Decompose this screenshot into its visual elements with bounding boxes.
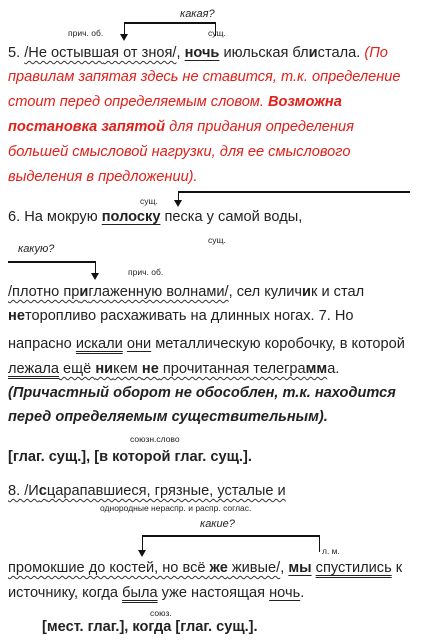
arrow-line-top — [178, 191, 410, 193]
s5-line-5: большей смысловой нагрузки, для ее смыслового — [8, 144, 351, 160]
question-label: какая? — [180, 8, 215, 20]
label-sush: сущ. — [208, 28, 226, 38]
scheme-8: [мест. глаг.], когда [глаг. сущ.]. — [42, 619, 258, 635]
arrow-stem-right — [215, 22, 216, 36]
s7-line-1: напрасно искали они металлическую коробочку, в которой — [8, 336, 405, 352]
arrow-head-mid — [91, 273, 99, 280]
s5-line-6: выделения в предложении). — [8, 169, 198, 185]
s8-line-2: промокшие до костей, но всё же живые/, мы спустились к — [8, 560, 403, 576]
question-label-2: какую? — [18, 243, 55, 255]
arrow-line-mid — [8, 261, 96, 263]
s5-line-3: стоит перед определяемым словом. Возможна — [8, 94, 342, 110]
s6-line-3: неторопливо расхаживать на длинных ногах. 7. Но — [8, 308, 354, 324]
label-prich-ob: прич. об. — [68, 28, 104, 38]
arrow-head-bottom — [138, 550, 146, 557]
label-souz: союз. — [150, 608, 172, 618]
label-sush-2: сущ. — [208, 235, 226, 245]
s6-line-2: /плотно приглаженную волнами/, сел куличик и стал — [8, 284, 365, 300]
s7-note-1: (Причастный оборот не обособлен, т.к. находится — [8, 385, 396, 401]
s6-line-1: 6. На мокрую полоску песка у самой воды, — [8, 209, 303, 225]
question-label-3: какие? — [200, 518, 235, 530]
s5-line-1: 5. /Не остывшая от зноя/, ночь июльская блистала. (По — [8, 45, 388, 61]
arrow-head-top — [174, 200, 182, 207]
scheme-7: [глаг. сущ.], [в которой глаг. сущ.]. — [8, 449, 252, 465]
s7-line-2: лежала ещё никем не прочитанная телеграмма. — [8, 361, 340, 377]
label-souz-slovo: союзн.слово — [130, 434, 180, 444]
arrow-line — [124, 22, 216, 24]
label-odnorodnye: однородные нераспр. и распр. соглас. — [100, 503, 252, 513]
label-prich-ob-2: прич. об. — [128, 267, 164, 277]
label-lm: л. м. — [322, 546, 340, 556]
label-sush-1: сущ. — [140, 196, 158, 206]
s8-line-1: 8. /Исцарапавшиеся, грязные, усталые и — [8, 483, 286, 499]
arrow-line-bottom — [142, 535, 320, 537]
s5-line-2: правилам запятая здесь не ставится, т.к. определение — [8, 69, 401, 85]
arrow-head — [120, 34, 128, 41]
arrow-stem-b-right — [319, 535, 320, 552]
s8-line-3: источнику, когда была уже настоящая ночь. — [8, 585, 305, 601]
s5-line-4: постановка запятой для придания определения — [8, 119, 354, 135]
s7-note-2: перед определяемым существительным). — [8, 409, 328, 425]
